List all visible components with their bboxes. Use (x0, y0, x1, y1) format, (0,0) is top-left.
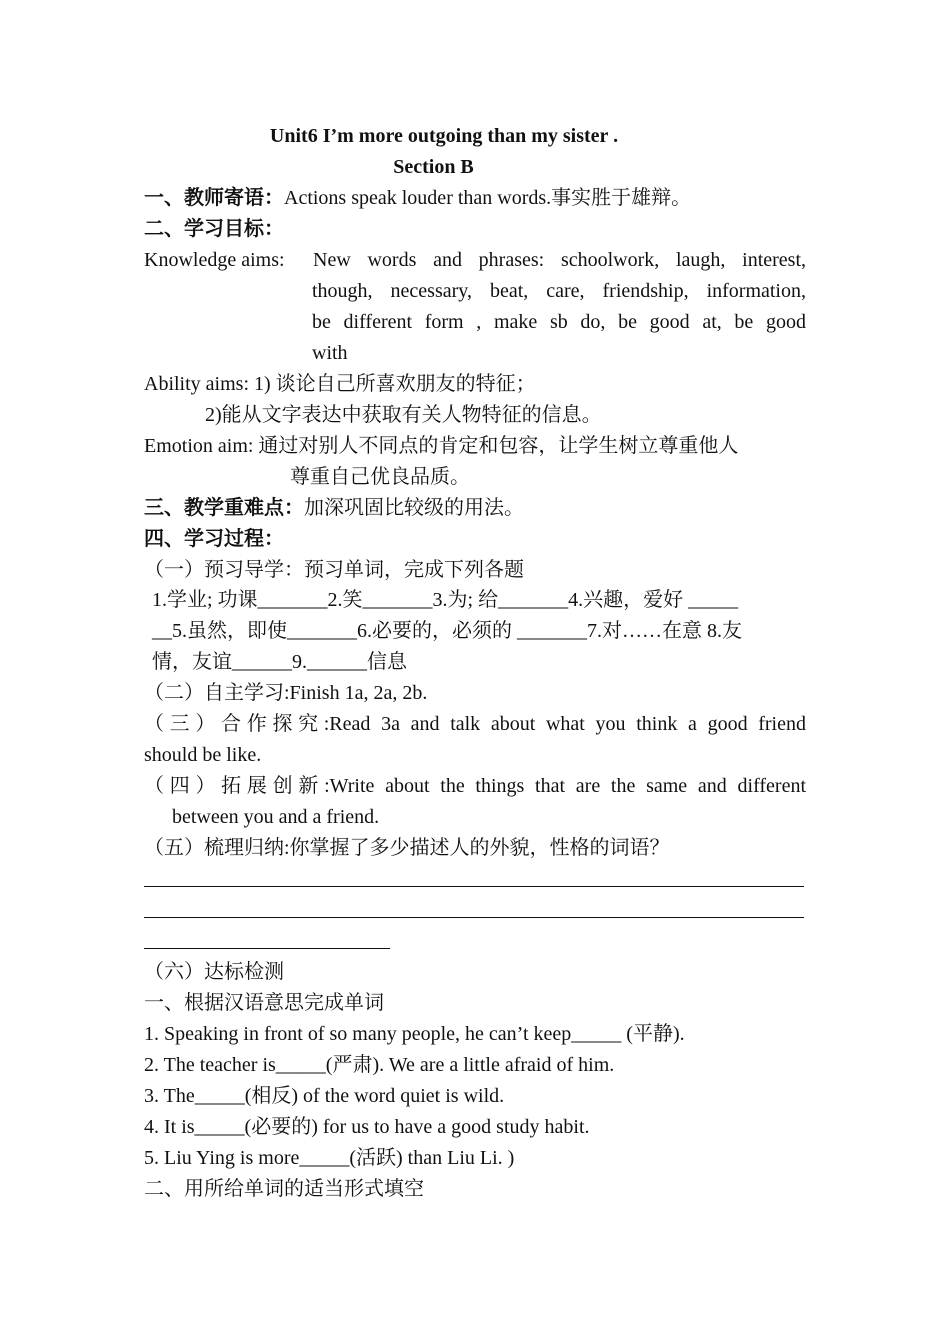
section-heading: 三、教学重难点： (144, 497, 304, 519)
knowledge-aims-label: Knowledge aims: (144, 249, 285, 271)
exercise-item: 5. Liu Ying is more_____(活跃) than Liu Li. ) (144, 1147, 515, 1169)
answer-line (144, 917, 804, 918)
step-test: （六）达标检测 (144, 961, 284, 983)
ability-aims: 2)能从文字表达中获取有关人物特征的信息。 (205, 404, 602, 426)
answer-line (144, 948, 390, 949)
ability-aims: Ability aims: 1) 谈论自己所喜欢朋友的特征； (144, 373, 536, 395)
teacher-message-line (144, 183, 806, 214)
step-cooperate: should be like. (144, 744, 262, 766)
step-summary: （五）梳理归纳:你掌握了多少描述人的外貌，性格的词语？ (144, 837, 670, 859)
exercise-item: 3. The_____(相反) of the word quiet is wild. (144, 1085, 505, 1107)
section-heading: 二、学习目标： (144, 218, 284, 240)
step-cooperate: （三）合作探究:Read 3a and talk about what you think a good friend (144, 713, 806, 735)
section-heading: 四、学习过程： (144, 528, 284, 550)
knowledge-aims-text: with (312, 342, 348, 364)
vocab-line: __5.虽然，即使_______6.必要的，必须的 _______7.对……在意 8.友 (152, 620, 742, 642)
knowledge-aims-text: though, necessary, beat, care, friendship, information, (312, 280, 806, 302)
knowledge-aims-text: New words and phrases: schoolwork, laugh, interest, (313, 249, 806, 271)
step-extend: （四）拓展创新:Write about the things that are the same and different (144, 775, 806, 797)
key-points-line (144, 493, 806, 524)
vocab-line: 1.学业; 功课_______2.笑_______3.为; 给_______4.兴趣，爱好 _____ (152, 589, 739, 611)
step-preview: （一）预习导学：预习单词，完成下列各题 (144, 559, 524, 581)
teacher-message: Actions speak louder than words.事实胜于雄辩。 (284, 187, 692, 209)
knowledge-aims-text: be different form , make sb do, be good at, be good (312, 311, 806, 333)
vocab-line: 情，友谊______9.______信息 (152, 651, 407, 673)
section-heading: 一、教师寄语： (144, 187, 284, 209)
exercise-heading: 一、根据汉语意思完成单词 (144, 992, 384, 1014)
exercise-item: 4. It is_____(必要的) for us to have a good study habit. (144, 1116, 590, 1138)
exercise-heading: 二、用所给单词的适当形式填空 (144, 1178, 424, 1200)
document-subtitle: Section B (393, 156, 474, 178)
step-self-study: （二）自主学习:Finish 1a, 2a, 2b. (144, 682, 428, 704)
emotion-aim: 尊重自己优良品质。 (290, 466, 470, 488)
emotion-aim: Emotion aim: 通过对别人不同点的肯定和包容，让学生树立尊重他人 (144, 435, 739, 457)
key-points-text: 加深巩固比较级的用法。 (304, 497, 524, 519)
exercise-item: 2. The teacher is_____(严肃). We are a little afraid of him. (144, 1054, 615, 1076)
step-extend: between you and a friend. (172, 806, 380, 828)
answer-line (144, 886, 804, 887)
exercise-item: 1. Speaking in front of so many people, he can’t keep_____ (平静). (144, 1023, 685, 1045)
document-title: Unit6 I’m more outgoing than my sister . (269, 125, 619, 147)
